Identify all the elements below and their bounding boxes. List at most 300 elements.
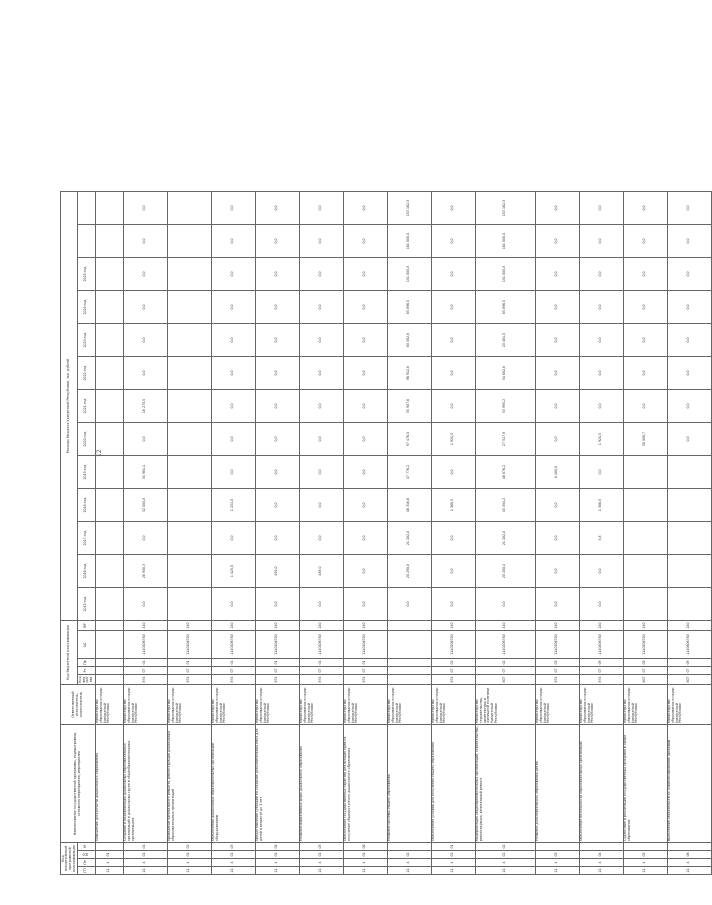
cell-amount xyxy=(167,390,211,423)
cell-amount: 0,0 xyxy=(623,324,667,357)
cell-name: Развитие системы общего образования xyxy=(387,725,431,843)
cell-cs xyxy=(95,631,123,659)
cell-om: 06 xyxy=(667,851,711,859)
cell-amount: 0,0 xyxy=(623,258,667,291)
col-om-header: ОМ xyxy=(77,851,95,859)
cell-executor: Министерство образования и науки Удмуртской Республики xyxy=(431,685,475,725)
cell-amount: 1 151,0 xyxy=(211,489,255,522)
year-header: 2018 год xyxy=(77,489,95,522)
cell-rz: 07 xyxy=(299,667,343,675)
cell-amount: 0,0 xyxy=(255,192,299,225)
cell-rz: 07 xyxy=(535,667,579,675)
cell-m: 02 xyxy=(167,843,211,851)
cell-amount: 46 318,6 xyxy=(387,489,431,522)
cell-cs: 2140506780 xyxy=(623,631,667,659)
cell-om: 05 xyxy=(623,851,667,859)
cell-amount: 0,0 xyxy=(299,390,343,423)
cell-ved: 874 xyxy=(255,675,299,685)
cell-amount: 0,0 xyxy=(123,324,167,357)
cell-amount xyxy=(167,522,211,555)
cell-gp: 21 xyxy=(431,867,475,875)
cell-amount: 0,0 xyxy=(343,489,387,522)
cell-amount: 0,0 xyxy=(667,192,711,225)
table-row xyxy=(535,192,579,875)
cell-ved: 807 xyxy=(667,675,711,685)
cell-amount: 0,0 xyxy=(579,456,623,489)
cell-amount: 151 000,0 xyxy=(475,258,535,291)
cell-amount: 0,0 xyxy=(343,456,387,489)
cell-ved xyxy=(95,675,123,685)
cell-amount xyxy=(95,588,123,621)
cell-amount xyxy=(95,456,123,489)
cell-amount xyxy=(167,588,211,621)
cell-m xyxy=(95,843,123,851)
cell-gp: 21 xyxy=(255,867,299,875)
cell-pr: 01 xyxy=(343,659,387,667)
cell-rz: 07 xyxy=(343,667,387,675)
cell-vr: 410 xyxy=(475,621,535,631)
cell-amount: 0,0 xyxy=(623,291,667,324)
table-row xyxy=(167,192,211,875)
cell-amount: 0,0 xyxy=(431,357,475,390)
cell-pp: 4 xyxy=(387,859,431,867)
cell-amount: 0,0 xyxy=(299,456,343,489)
cell-amount xyxy=(667,555,711,588)
cell-amount: 0,0 xyxy=(211,357,255,390)
cell-amount: 0,0 xyxy=(623,192,667,225)
cell-amount: 0,0 xyxy=(579,225,623,258)
year-header: 2023 год xyxy=(77,324,95,357)
cell-amount: 0,0 xyxy=(123,291,167,324)
cell-amount xyxy=(95,522,123,555)
cell-amount: 0,0 xyxy=(535,522,579,555)
cell-amount: 0,0 xyxy=(535,291,579,324)
cell-amount xyxy=(95,225,123,258)
cell-amount: 0,0 xyxy=(535,588,579,621)
cell-amount: 0,0 xyxy=(667,225,711,258)
cell-om: 02 xyxy=(431,851,475,859)
cell-amount: 0,0 xyxy=(211,588,255,621)
cell-cs: 2140206780 xyxy=(431,631,475,659)
cell-amount: 0,0 xyxy=(343,225,387,258)
cell-pr: 01 xyxy=(299,659,343,667)
cell-pr: 01 xyxy=(123,659,167,667)
cell-vr: 240 xyxy=(255,621,299,631)
cell-amount xyxy=(623,456,667,489)
cell-amount: 0,0 xyxy=(123,423,167,456)
cell-amount: 1 924,5 xyxy=(431,423,475,456)
cell-m: 05 xyxy=(299,843,343,851)
cell-name: Развитие дополнительного образования детей xyxy=(535,725,579,843)
cell-cs: 2140106780 xyxy=(343,631,387,659)
cell-amount: 0,0 xyxy=(255,390,299,423)
cell-cs xyxy=(387,631,431,659)
cell-amount xyxy=(167,423,211,456)
cell-amount xyxy=(95,390,123,423)
cell-amount: 0,0 xyxy=(299,423,343,456)
cell-amount: 0,0 xyxy=(211,291,255,324)
cell-executor: Министерство образования и науки Удмуртской Республики xyxy=(255,685,299,725)
cell-amount: 0,0 xyxy=(387,588,431,621)
cell-om: 04 xyxy=(579,851,623,859)
cell-m xyxy=(579,843,623,851)
cell-amount xyxy=(95,192,123,225)
cell-amount: 96 912,8 xyxy=(387,357,431,390)
cell-executor: Министерство образования и науки Удмуртской Республики xyxy=(623,685,667,725)
cell-cs: 2140106780 xyxy=(299,631,343,659)
cell-amount: 0,0 xyxy=(667,390,711,423)
cell-executor: Министерство образования и науки Удмуртской Республики xyxy=(167,685,211,725)
cell-amount: 1 386,5 xyxy=(579,489,623,522)
cell-pr xyxy=(95,659,123,667)
cell-rz: 07 xyxy=(123,667,167,675)
cell-gp: 21 xyxy=(95,867,123,875)
col-m-header: М xyxy=(77,843,95,851)
cell-gp: 21 xyxy=(167,867,211,875)
cell-gp: 21 xyxy=(475,867,535,875)
cell-om: 01 xyxy=(255,851,299,859)
cell-amount: 0,0 xyxy=(431,522,475,555)
cell-amount: 54 602,8 xyxy=(475,357,535,390)
cell-amount: 0,0 xyxy=(255,423,299,456)
cell-pp: 4 xyxy=(255,859,299,867)
cell-executor: Министерство образования и науки Удмуртской Республики xyxy=(95,685,123,725)
cell-amount: 0,0 xyxy=(299,588,343,621)
executor-header: Ответственный исполнитель, соисполнитель xyxy=(61,685,96,725)
col-vr-header: ВР xyxy=(77,621,95,631)
cell-amount: 0,0 xyxy=(431,192,475,225)
year-header: 2022 год xyxy=(77,357,95,390)
cell-amount: 0,0 xyxy=(211,423,255,456)
table-row xyxy=(579,192,623,875)
cell-amount: 47 776,2 xyxy=(387,456,431,489)
cell-amount: 0,0 xyxy=(343,555,387,588)
cell-om: 03 xyxy=(535,851,579,859)
cell-amount: 0,0 xyxy=(211,522,255,555)
cell-amount: 0,0 xyxy=(299,192,343,225)
cell-amount: 0,0 xyxy=(343,588,387,621)
cell-rz xyxy=(387,667,431,675)
cell-cs: 2140106780 xyxy=(123,631,167,659)
cell-gp: 21 xyxy=(623,867,667,875)
cell-amount xyxy=(167,291,211,324)
cell-amount: 1 425,0 xyxy=(211,555,255,588)
cell-executor: Министерство образования и науки Удмуртской Республики xyxy=(535,685,579,725)
cell-amount: 0,0 xyxy=(255,225,299,258)
cell-pp: 4 xyxy=(535,859,579,867)
cell-amount xyxy=(667,522,711,555)
cell-rz: 07 xyxy=(667,667,711,675)
cell-pp: 4 xyxy=(95,859,123,867)
cell-amount: 85 896,5 xyxy=(387,291,431,324)
cell-amount xyxy=(95,423,123,456)
cell-amount: 0,0 xyxy=(535,225,579,258)
cell-pp: 4 xyxy=(299,859,343,867)
cell-gp: 21 xyxy=(387,867,431,875)
cell-name: Развитие вариативных форм дошкольного образования xyxy=(299,725,343,843)
cell-amount: 0,0 xyxy=(211,192,255,225)
cell-amount: 0,0 xyxy=(343,324,387,357)
cell-vr: 240 xyxy=(211,621,255,631)
cell-amount: 0,0 xyxy=(255,291,299,324)
cell-executor: Министерство строительства, архитектуры и жилищной политики Удмуртской Республики xyxy=(475,685,535,725)
cell-cs: 2140106780 xyxy=(167,631,211,659)
year-header: 2019 год xyxy=(77,456,95,489)
cell-amount: 0,0 xyxy=(535,258,579,291)
cell-ved: 807 xyxy=(475,675,535,685)
cell-amount: 0,0 xyxy=(299,291,343,324)
cell-amount xyxy=(95,258,123,291)
cell-m: 01 xyxy=(431,843,475,851)
cell-amount: 161 000,0 xyxy=(475,225,535,258)
budget-table xyxy=(60,191,712,875)
cell-vr: 410 xyxy=(123,621,167,631)
cell-amount: 0,0 xyxy=(211,258,255,291)
cell-amount: 0,0 xyxy=(123,522,167,555)
cell-amount: 0,0 xyxy=(431,456,475,489)
cell-amount: 55 907,6 xyxy=(387,390,431,423)
cell-amount: 0,0 xyxy=(667,258,711,291)
cell-gp: 21 xyxy=(667,867,711,875)
cell-amount: 0,0 xyxy=(535,423,579,456)
cell-amount: 0,0 xyxy=(343,258,387,291)
cell-ved: 874 xyxy=(579,675,623,685)
cell-gp: 21 xyxy=(211,867,255,875)
cell-cs: 2140606780 xyxy=(667,631,711,659)
cell-amount: 0,0 xyxy=(623,357,667,390)
cell-pr: 01 xyxy=(167,659,211,667)
cell-name: Обеспечение условий для получения общего образования xyxy=(431,725,475,843)
cell-pp: 4 xyxy=(475,859,535,867)
table-row xyxy=(95,192,123,875)
cell-amount: 21 182,0 xyxy=(475,522,535,555)
cell-amount: 32 000,0 xyxy=(123,489,167,522)
cell-amount: 0,0 xyxy=(431,324,475,357)
cell-executor: Министерство образования и науки Удмуртской Республики xyxy=(299,685,343,725)
cell-amount: 0,0 xyxy=(255,258,299,291)
cell-amount: 0,0 xyxy=(343,390,387,423)
year-header: 2016 год xyxy=(77,555,95,588)
cell-rz: 07 xyxy=(255,667,299,675)
table-row xyxy=(123,192,167,875)
cell-amount: 5,8 xyxy=(579,522,623,555)
cell-amount: 1 368,5 xyxy=(431,489,475,522)
cell-ved: 874 xyxy=(299,675,343,685)
year-header-extra xyxy=(77,225,95,258)
cell-ved: 874 xyxy=(211,675,255,685)
cell-cs: 2140406780 xyxy=(579,631,623,659)
cell-rz: 07 xyxy=(211,667,255,675)
cell-amount: 0,0 xyxy=(255,324,299,357)
cell-cs: 2140206780 xyxy=(475,631,535,659)
cell-vr xyxy=(95,621,123,631)
cell-amount: 0,0 xyxy=(579,324,623,357)
year-header-extra xyxy=(77,192,95,225)
cell-rz xyxy=(95,667,123,675)
table-row xyxy=(475,192,535,875)
cell-amount: 0,0 xyxy=(475,588,535,621)
cell-amount xyxy=(623,522,667,555)
code-group-header: Код аналитической программной классификации xyxy=(61,843,78,875)
cell-executor: Министерство образования и науки Удмуртской Республики xyxy=(667,685,711,725)
cell-name: Модернизация общеобразовательных организаций, строительство, реконструкция, капитальный ремонт xyxy=(475,725,535,843)
cell-amount: 153 162,5 xyxy=(387,192,431,225)
cell-ved: 874 xyxy=(343,675,387,685)
cell-name: Обеспечение безопасности образовательных организаций xyxy=(579,725,623,843)
col-gp-header: ГП xyxy=(77,867,95,875)
cell-amount: 0,0 xyxy=(343,357,387,390)
cell-pr xyxy=(387,659,431,667)
cell-amount: 0,0 xyxy=(579,291,623,324)
cell-amount: 151 000,0 xyxy=(387,258,431,291)
cell-amount xyxy=(167,456,211,489)
cell-amount xyxy=(167,489,211,522)
cell-name: Создание и модернизация дошкольных образовательных организаций и дошкольных групп в общеобразовательных организациях xyxy=(123,725,167,843)
cell-vr: 240 xyxy=(623,621,667,631)
table-row xyxy=(431,192,475,875)
cell-executor: Министерство образования и науки Удмуртской Республики xyxy=(123,685,167,725)
cell-amount: 85 896,5 xyxy=(475,291,535,324)
cell-m: 01 xyxy=(123,843,167,851)
cell-amount: 0,0 xyxy=(299,357,343,390)
cell-amount: 0,0 xyxy=(343,423,387,456)
cell-amount: 0,0 xyxy=(623,225,667,258)
col-ved-header: Код ведомства xyxy=(77,675,95,685)
table-row xyxy=(211,192,255,875)
cell-vr: 240 xyxy=(431,621,475,631)
table-row xyxy=(255,192,299,875)
cell-pp: 4 xyxy=(123,859,167,867)
cell-amount: 0,0 xyxy=(535,555,579,588)
cell-vr xyxy=(387,621,431,631)
cell-amount: 8 400,0 xyxy=(535,456,579,489)
cell-ved xyxy=(387,675,431,685)
cell-amount: 0,0 xyxy=(535,192,579,225)
year-header: 2015 год xyxy=(77,588,95,621)
cell-m xyxy=(667,843,711,851)
cell-amount: 80 582,8 xyxy=(387,324,431,357)
year-header: 2021 год xyxy=(77,390,95,423)
cell-amount xyxy=(95,357,123,390)
table-row xyxy=(343,192,387,875)
cell-pp: 4 xyxy=(343,859,387,867)
table-row xyxy=(387,192,431,875)
cell-amount xyxy=(95,291,123,324)
cell-amount: 153 162,5 xyxy=(475,192,535,225)
cell-executor: Министерство образования и науки Удмуртской Республики xyxy=(579,685,623,725)
cell-m xyxy=(623,843,667,851)
cell-pp: 4 xyxy=(579,859,623,867)
cell-amount: 489,0 xyxy=(299,555,343,588)
cell-amount: 0,0 xyxy=(343,522,387,555)
cell-amount: 0,0 xyxy=(535,489,579,522)
cell-ved: 874 xyxy=(167,675,211,685)
cell-amount: 0,0 xyxy=(123,357,167,390)
cell-m: 04 xyxy=(255,843,299,851)
cell-amount xyxy=(623,555,667,588)
cell-amount: 0,0 xyxy=(431,555,475,588)
col-cs-header: ЦС xyxy=(77,631,95,659)
cell-amount xyxy=(667,456,711,489)
cell-executor: Министерство образования и науки Удмуртской Республики xyxy=(211,685,255,725)
cell-om: 01 xyxy=(123,851,167,859)
cell-amount: 0,0 xyxy=(255,522,299,555)
cell-ved: 874 xyxy=(431,675,475,685)
cell-pp: 4 xyxy=(211,859,255,867)
cell-pr: 09 xyxy=(667,659,711,667)
cell-pr: 09 xyxy=(623,659,667,667)
cell-amount: 53 995,2 xyxy=(475,390,535,423)
cell-rz: 07 xyxy=(431,667,475,675)
cell-executor: Министерство образования и науки Удмуртской Республики xyxy=(387,685,431,725)
cell-amount: 0,0 xyxy=(535,324,579,357)
cell-om: 01 xyxy=(299,851,343,859)
cell-om: 01 xyxy=(343,851,387,859)
cell-vr: 240 xyxy=(167,621,211,631)
cell-amount: 0,0 xyxy=(299,225,343,258)
cell-amount: 1 924,5 xyxy=(579,423,623,456)
name-header: Наименование государственной программы, подпрограммы, основного мероприятия, мероприятия xyxy=(61,725,96,843)
cell-amount xyxy=(95,324,123,357)
col-rz-header: Рз xyxy=(77,667,95,675)
cell-amount: 18 270,5 xyxy=(123,390,167,423)
cell-amount: 0,0 xyxy=(123,588,167,621)
cell-amount: 97 476,0 xyxy=(387,423,431,456)
cell-gp: 21 xyxy=(535,867,579,875)
cell-vr: 240 xyxy=(299,621,343,631)
cell-amount: 20 481,5 xyxy=(475,324,535,357)
cell-amount: 0,0 xyxy=(579,192,623,225)
cell-amount: 0,0 xyxy=(255,489,299,522)
cell-amount: 0,0 xyxy=(123,192,167,225)
cell-amount: 0,0 xyxy=(299,522,343,555)
cell-om: 02 xyxy=(475,851,535,859)
cell-ved: 807 xyxy=(623,675,667,685)
cell-amount: 20 200,4 xyxy=(475,555,535,588)
cell-amount: 0,0 xyxy=(123,225,167,258)
cell-amount: 0,0 xyxy=(535,357,579,390)
cell-pr: 09 xyxy=(579,659,623,667)
cell-amount xyxy=(95,555,123,588)
cell-m: 03 xyxy=(211,843,255,851)
cell-gp: 21 xyxy=(579,867,623,875)
cell-gp: 21 xyxy=(123,867,167,875)
cell-amount: 0,0 xyxy=(211,456,255,489)
cell-pr: 03 xyxy=(535,659,579,667)
cell-amount: 50 908,7 xyxy=(623,423,667,456)
cell-pr: 02 xyxy=(431,659,475,667)
cell-amount xyxy=(623,489,667,522)
cell-name: Предоставление субсидий на создание дополнительных мест для детей в возрасте до 3 лет xyxy=(255,725,299,843)
cell-amount: 0,0 xyxy=(579,390,623,423)
cell-amount xyxy=(667,489,711,522)
cell-m: 02 xyxy=(475,843,535,851)
cell-amount: 0,0 xyxy=(431,390,475,423)
cell-pp: 4 xyxy=(623,859,667,867)
cell-name: Повышение доступности дошкольного образования xyxy=(95,725,123,843)
cell-pr: 02 xyxy=(475,659,535,667)
cell-om: 01 xyxy=(95,851,123,859)
cell-amount: 28 958,3 xyxy=(123,555,167,588)
cell-ved: 874 xyxy=(123,675,167,685)
cell-amount: 161 000,0 xyxy=(387,225,431,258)
cell-amount: 0,0 xyxy=(211,324,255,357)
cell-pp: 4 xyxy=(431,859,475,867)
cell-amount: 21 182,0 xyxy=(387,522,431,555)
cell-vr: 240 xyxy=(579,621,623,631)
cell-amount: 0,0 xyxy=(343,192,387,225)
page-number: 12 xyxy=(96,449,103,457)
